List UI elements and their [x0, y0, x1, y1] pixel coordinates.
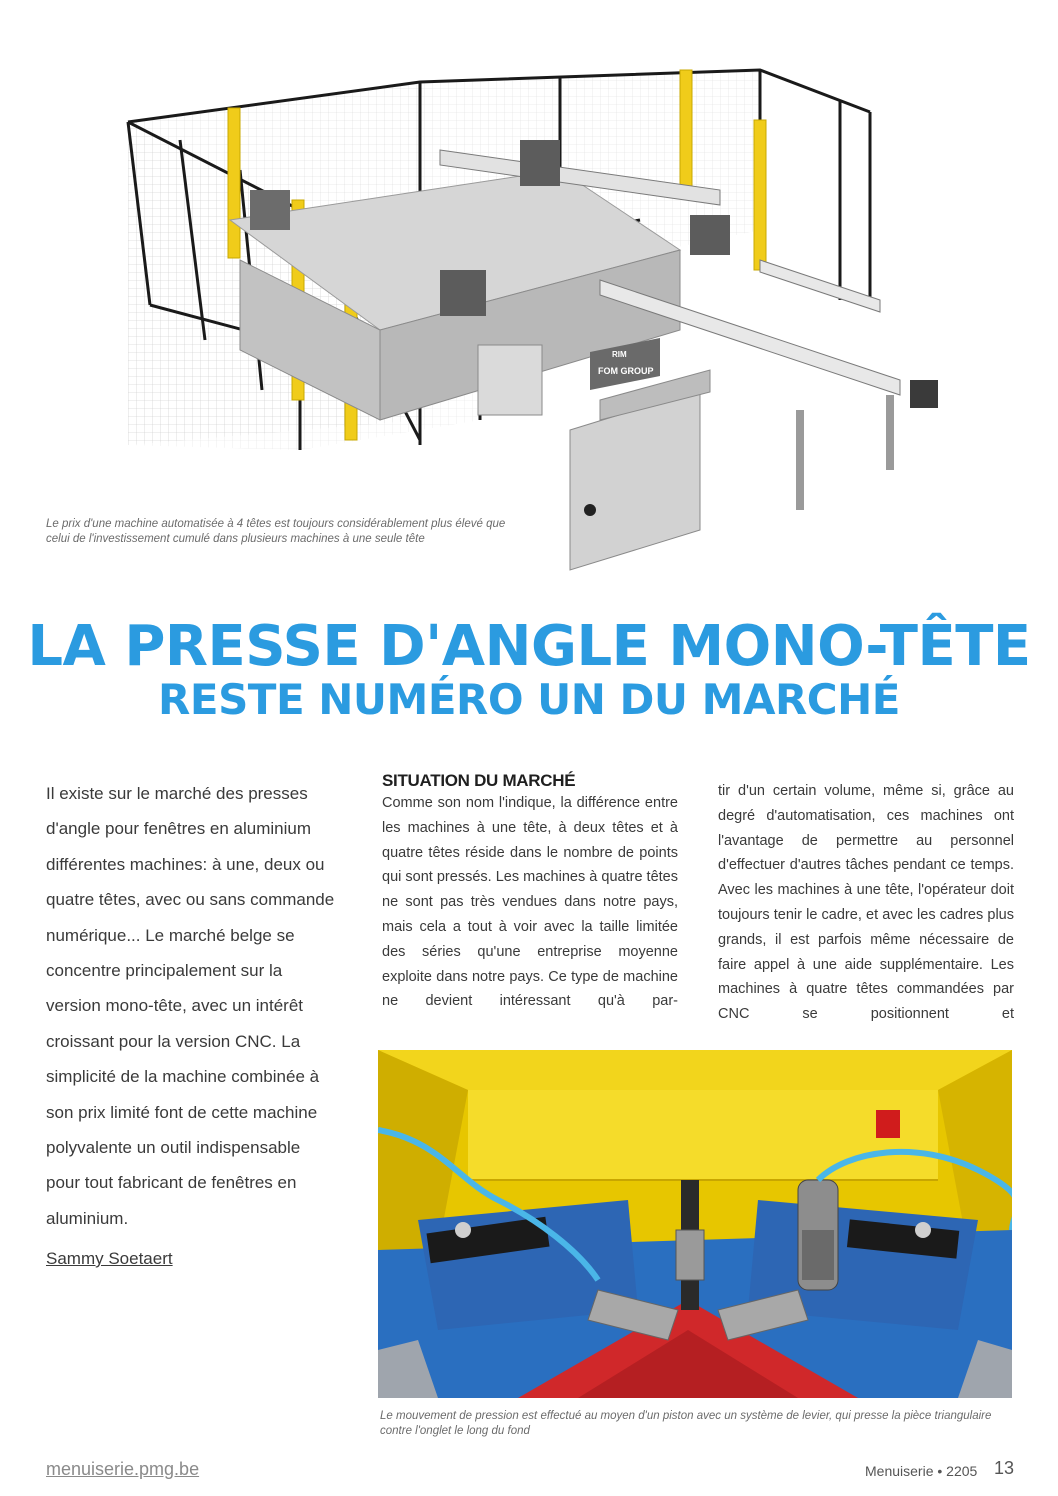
press-photo	[378, 1050, 1012, 1398]
website-link[interactable]: menuiserie.pmg.be	[46, 1459, 200, 1479]
four-head-machine-illustration	[0, 0, 1058, 590]
article-title: LA PRESSE D'ANGLE MONO-TÊTE	[27, 614, 1031, 679]
press-photo-caption: Le mouvement de pression est effectué au moyen d'un piston avec un système de levier, qui presse la pièce triangulaire contre l'onglet le long du fond	[380, 1410, 992, 1437]
page-number: 13	[994, 1458, 1015, 1478]
machine-brand-label-1: RIM	[612, 350, 627, 359]
corner-press-illustration	[378, 1050, 1012, 1398]
machine-brand-label-2: FOM GROUP	[598, 366, 654, 376]
section-heading: SITUATION DU MARCHÉ	[382, 771, 576, 790]
magazine-issue: Menuiserie • 2205	[865, 1463, 978, 1479]
article-intro: Il existe sur le marché des presses d'angle pour fenêtres en aluminium différentes machines: à une, deux ou quatre têtes, avec ou sans commande numérique... Le marché belge se concentre principalement sur la version mono-tête, avec un intérêt croissant pour la version CNC. La simplicité de la machine combinée à son prix limité font de cette machine polyvalente un outil indispensable pour tout fabricant de fenêtres en aluminium.	[46, 784, 335, 1228]
article-column-3: tir d'un certain volume, même si, grâce au degré d'automatisation, ces machines ont l'avantage de permettre au personnel d'effectuer d'autres tâches pendant ce temps. Avec les machines à une tête, l'opérateur doit toujours tenir le cadre, et avec les cadres plus grands, il est parfois même nécessaire de faire appel à une aide supplémentaire. Les machines à quatre têtes commandées par CNC se positionnent et	[718, 783, 1014, 1023]
author-name: Sammy Soetaert	[46, 1249, 173, 1268]
article-subtitle: RESTE NUMÉRO UN DU MARCHÉ	[158, 675, 900, 724]
hero-caption: Le prix d'une machine automatisée à 4 têtes est toujours considérablement plus élevé que celui de l'investissement cumulé dans plusieurs machines à une seule tête	[46, 518, 506, 545]
article-column-2: Comme son nom l'indique, la différence entre les machines à une tête, à deux têtes et à quatre têtes réside dans le nombre de points qui sont pressés. Les machines à quatre têtes ne sont pas très vendues dans notre pays, mais cela a tout à voir avec la taille limitée des séries qu'une entreprise moyenne exploite dans notre pays. Ce type de machine ne devient intéressant qu'à par-	[382, 795, 678, 1010]
hero-image	[0, 0, 1058, 590]
